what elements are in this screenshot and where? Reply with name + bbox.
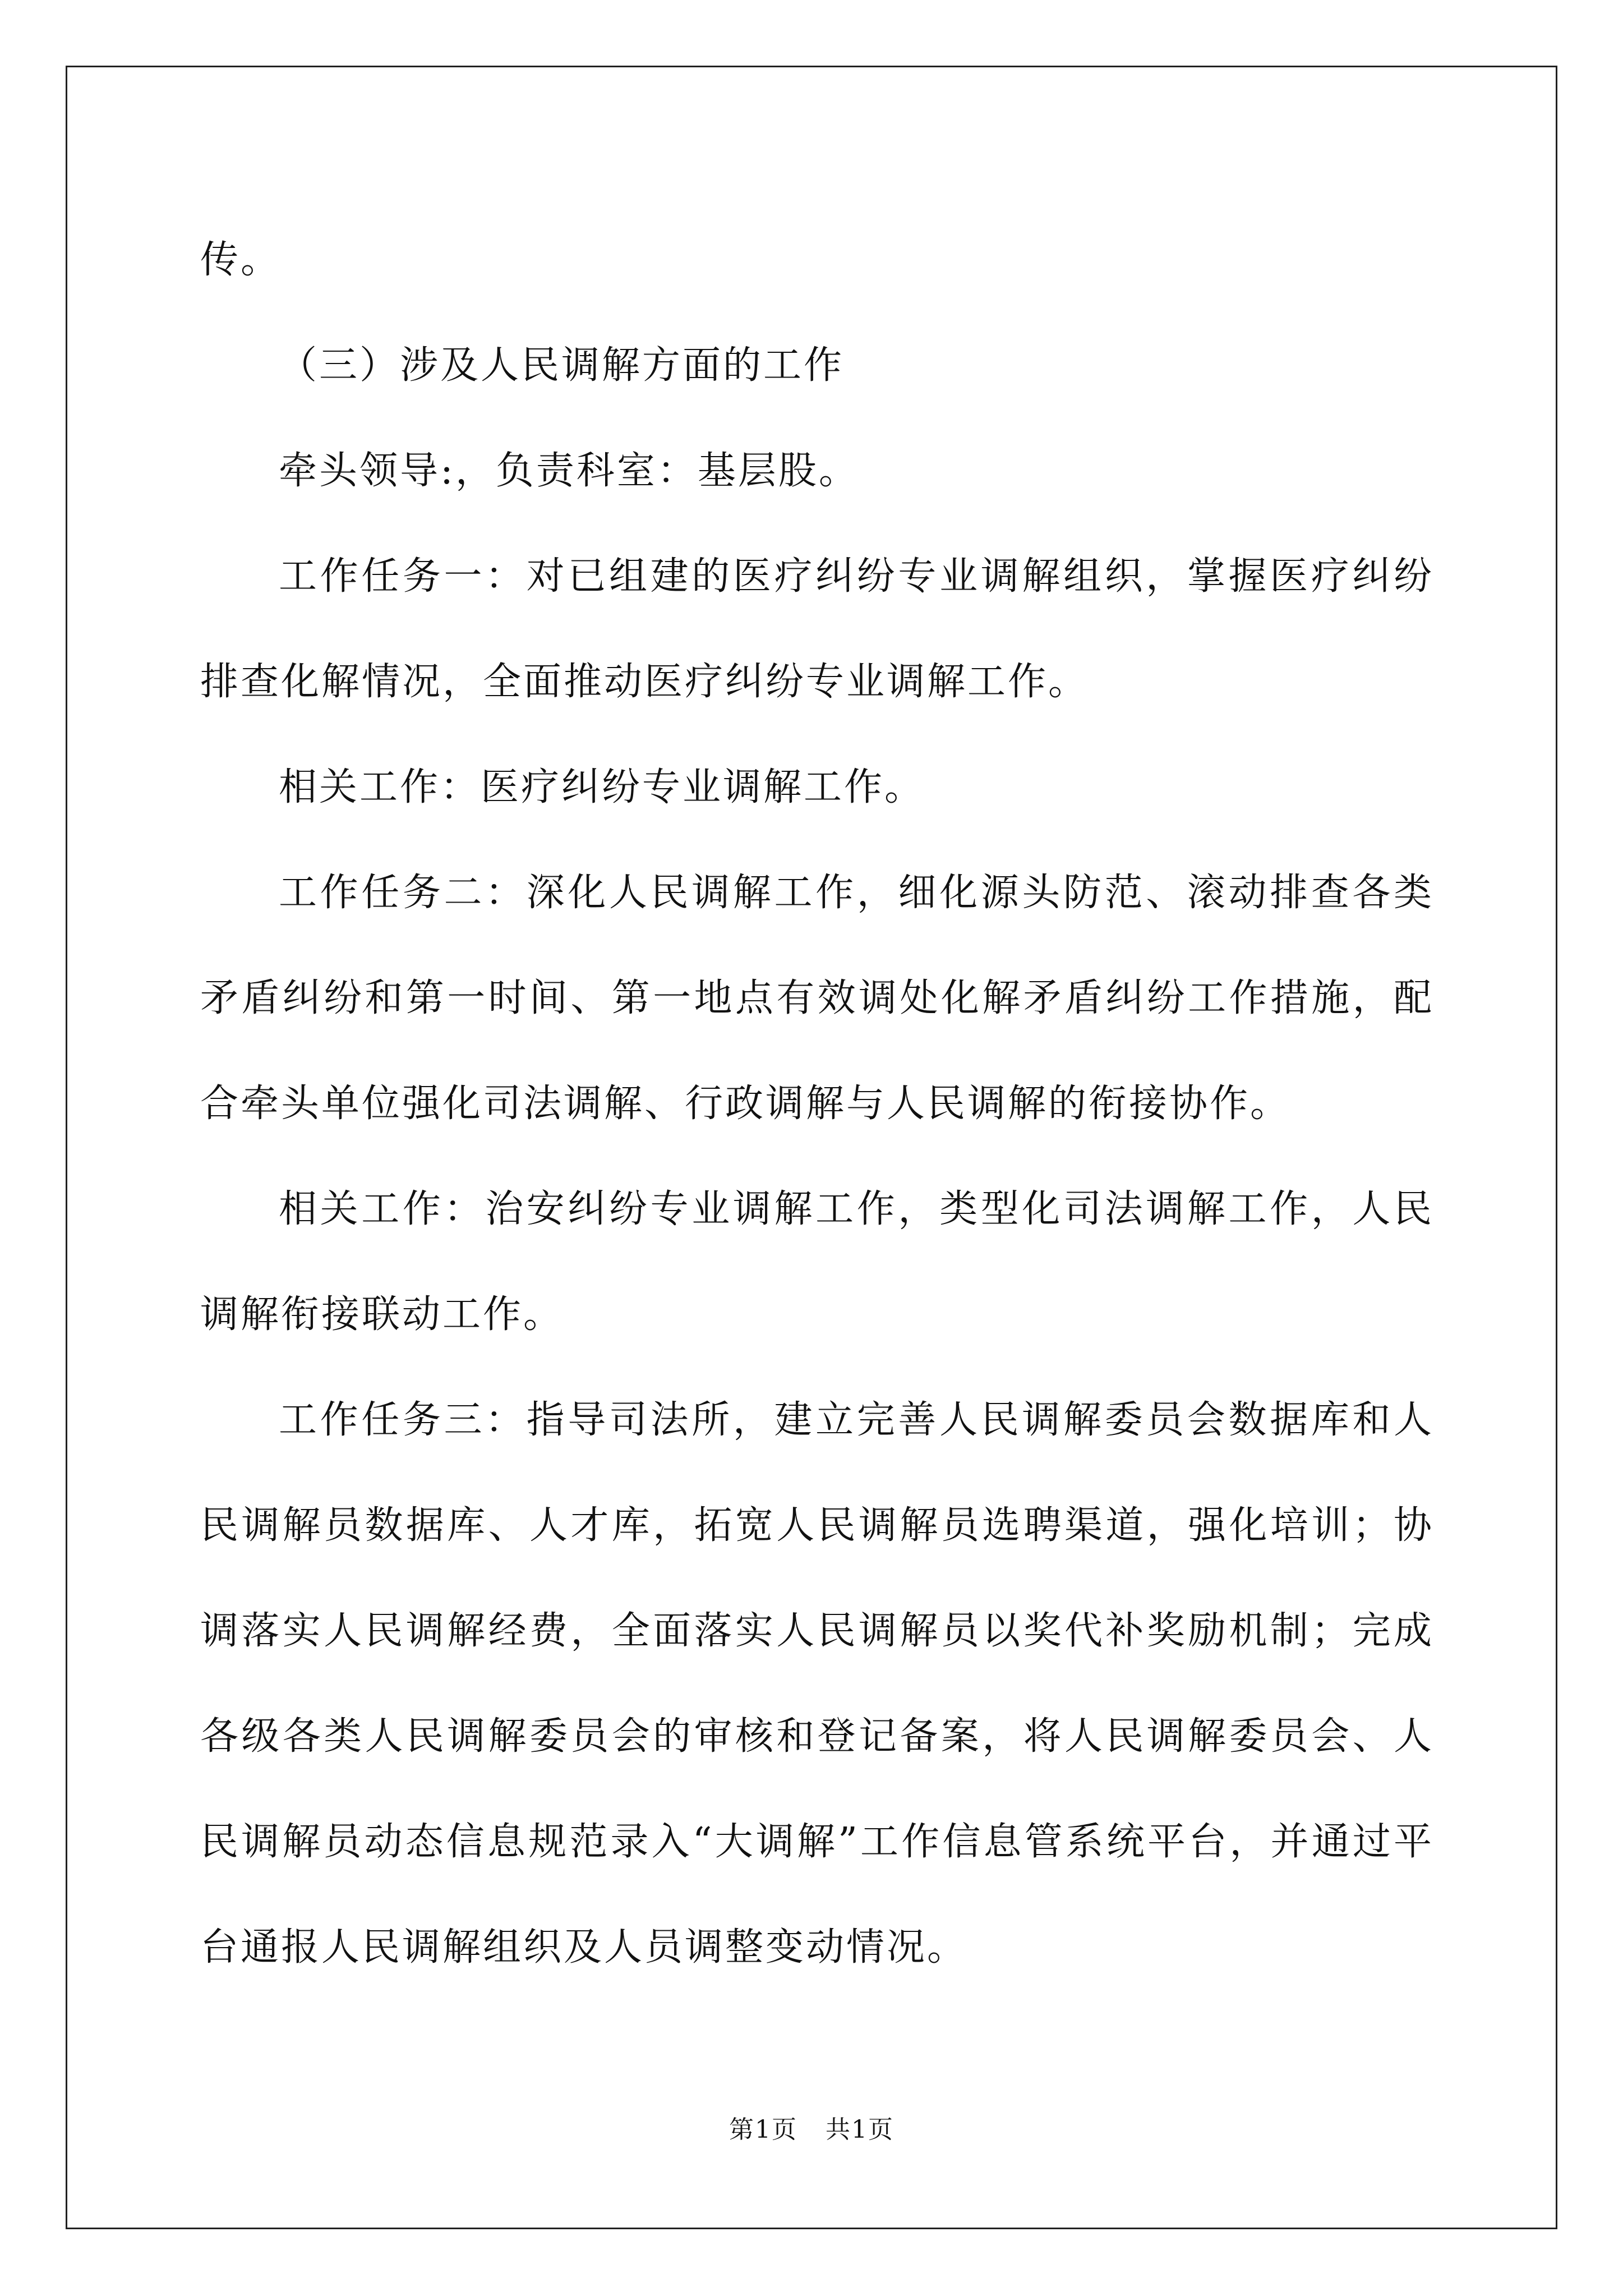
paragraph: 工作任务二：深化人民调解工作，细化源头防范、滚动排查各类矛盾纠纷和第一时间、第一地点有效调处化解矛盾纠纷工作措施，配合牵头单位强化司法调解、行政调解与人民调解的衔接协作。 [200,871,1434,1126]
paragraph: 工作任务一：对已组建的医疗纠纷专业调解组织，掌握医疗纠纷排查化解情况，全面推动医疗纠纷专业调解工作。 [200,554,1434,704]
page-total: 共1页 [826,2115,894,2144]
page-number: 第1页 [729,2115,797,2144]
section-heading: （三）涉及人民调解方面的工作 [279,343,845,388]
paragraph: 相关工作：医疗纠纷专业调解工作。 [279,765,925,809]
paragraph: 工作任务三：指导司法所，建立完善人民调解委员会数据库和人民调解员数据库、人才库，拓宽人民调解员选聘渠道，强化培训；协调落实人民调解经费，全面落实人民调解员以奖代补奖励机制；完成各级各类人民调解委员会的审核和登记备案，将人民调解委员会、人民调解员动态信息规范录入“大调解”工作信息管系统平台，并通过平台通报人民调解组织及人员调整变动情况。 [200,1398,1434,1970]
paragraph: 传。 [200,238,282,282]
document-body [200,208,1434,2000]
page-footer [0,2109,1623,2145]
paragraph: 牵头领导:，负责科室：基层股。 [279,449,859,493]
paragraph: 相关工作：治安纠纷专业调解工作，类型化司法调解工作，人民调解衔接联动工作。 [200,1187,1434,1337]
